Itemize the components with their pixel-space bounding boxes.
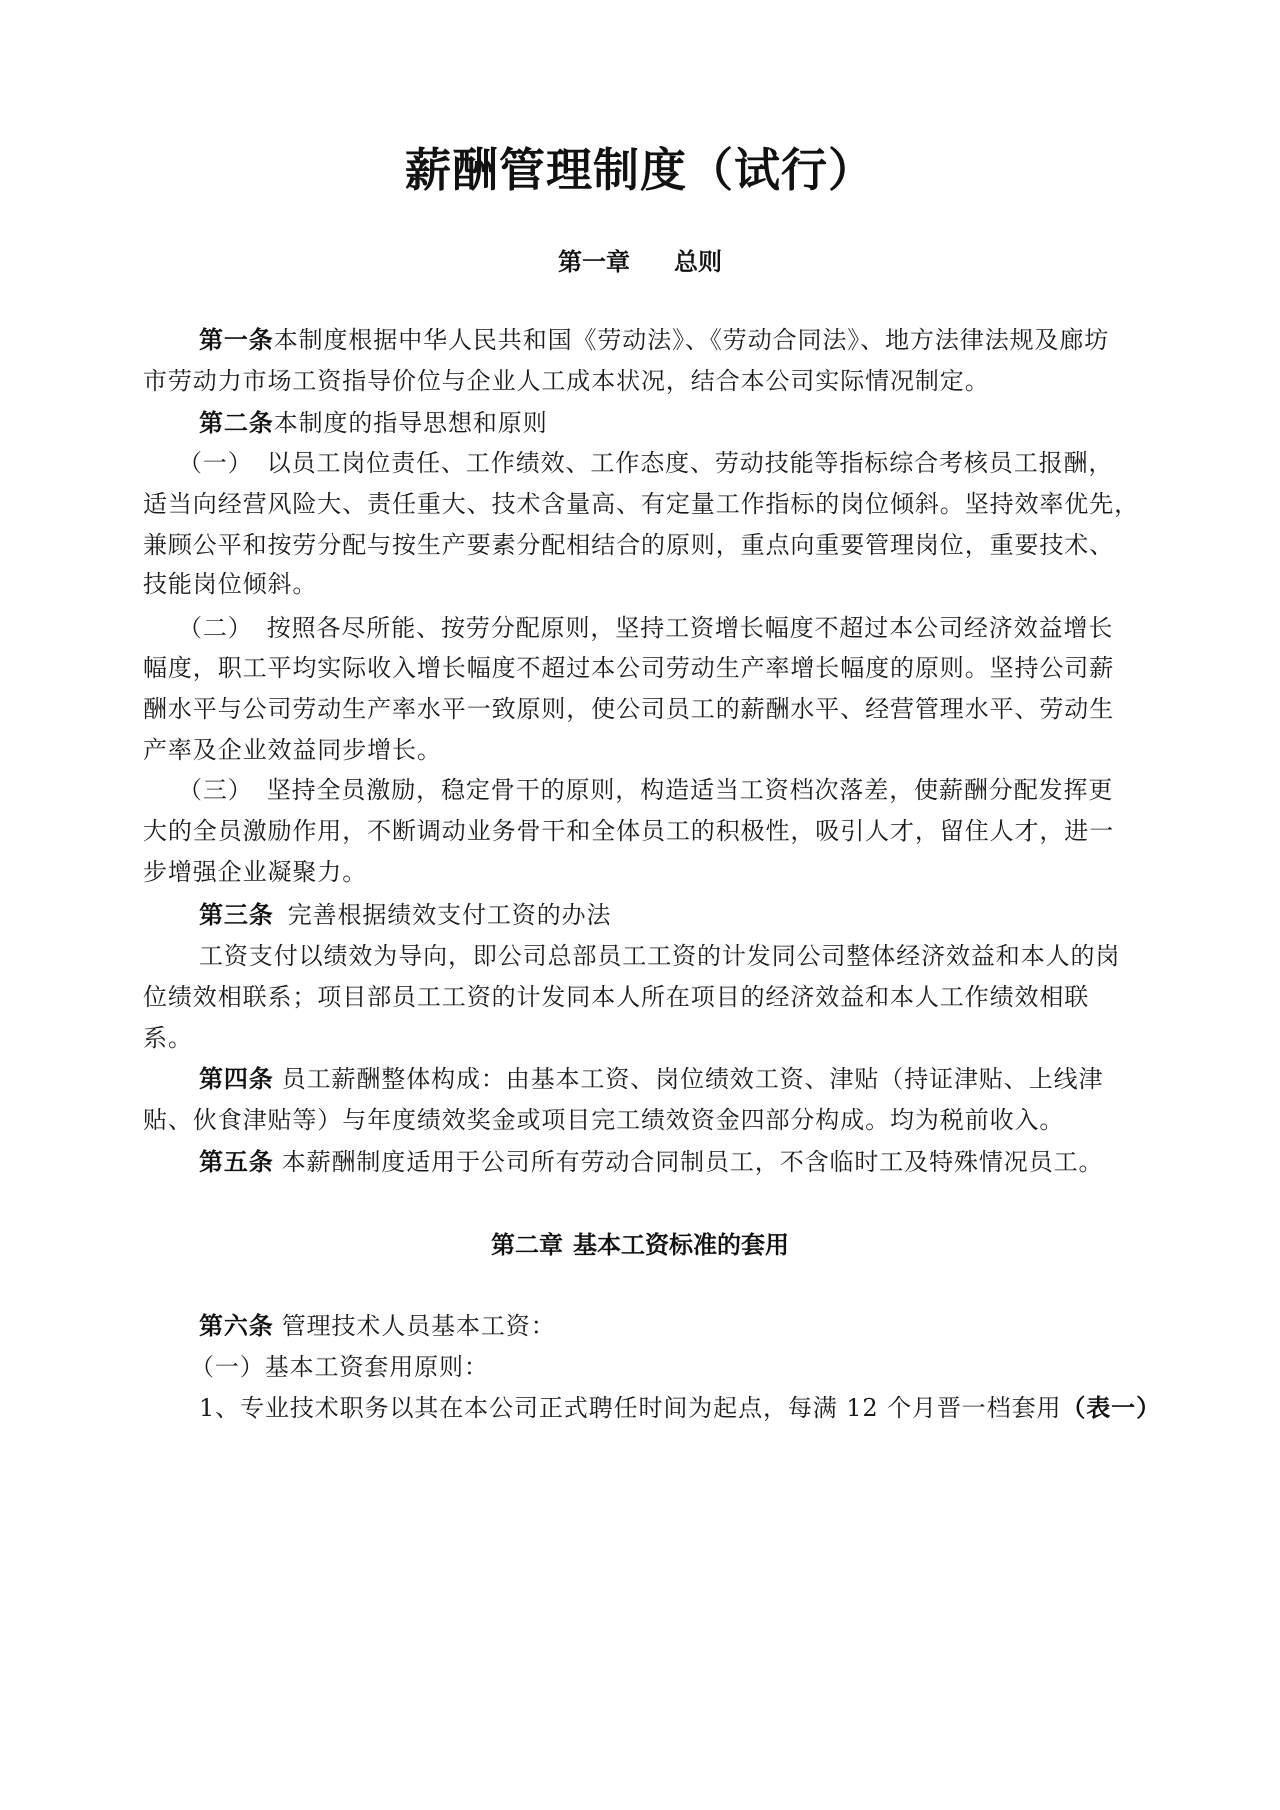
article-2-item-1-line-2: 适当向经营风险大、责任重大、技术含量高、有定量工作指标的岗位倾斜。坚持效率优先， <box>143 490 1139 518</box>
article-6-sub-1: （一）基本工资套用原则： <box>190 1353 489 1381</box>
article-3-line-3: 系。 <box>143 1024 193 1052</box>
article-2-item-1-line-4: 技能岗位倾斜。 <box>143 570 318 598</box>
article-4-label: 第四条 <box>199 1064 274 1093</box>
article-2-item-2-line-1: （二） 按照各尽所能、按劳分配原则，坚持工资增长幅度不超过本公司经济效益增长 <box>178 614 1114 642</box>
document-title: 薪酬管理制度（试行） <box>405 143 875 197</box>
chapter-1-heading <box>0 246 1280 278</box>
article-1-label: 第一条 <box>199 325 274 354</box>
article-2-item-3-line-3: 步增强企业凝聚力。 <box>143 858 368 886</box>
article-6-rule-1: 1、专业技术职务以其在本公司正式聘任时间为起点，每满 12 个月晋一档套用（表一） <box>199 1393 1161 1422</box>
chapter-1-name: 总则 <box>674 247 722 276</box>
chapter-2-name: 基本工资标准的套用 <box>573 1230 789 1259</box>
article-3-heading-text: 完善根据绩效支付工资的办法 <box>287 901 612 929</box>
chapter-2-heading <box>0 1229 1280 1261</box>
article-1-line-1 <box>199 324 1153 356</box>
article-6-heading <box>199 1310 1153 1342</box>
article-3-line-1: 工资支付以绩效为导向，即公司总部员工工资的计发同公司整体经济效益和本人的岗 <box>199 942 1121 970</box>
article-6-heading-text: 管理技术人员基本工资： <box>281 1312 556 1340</box>
article-2-item-1-line-3: 兼顾公平和按劳分配与按生产要素分配相结合的原则，重点向重要管理岗位，重要技术、 <box>143 531 1115 559</box>
article-2-item-3-line-1: （三） 坚持全员激励，稳定骨干的原则，构造适当工资档次落差，使薪酬分配发挥更 <box>178 776 1114 804</box>
article-2-label: 第二条 <box>199 408 274 437</box>
article-5-label: 第五条 <box>199 1147 274 1176</box>
item-3-marker: （三） <box>178 776 253 804</box>
article-3-label: 第三条 <box>199 900 274 929</box>
article-2-heading-text: 本制度的指导思想和原则 <box>273 409 548 437</box>
chapter-1-label: 第一章 <box>558 247 630 276</box>
article-4-line-1: 第四条 员工薪酬整体构成：由基本工资、岗位绩效工资、津贴（持证津贴、上线津 <box>199 1064 1104 1093</box>
item-1-marker: （一） <box>178 449 253 477</box>
article-5-line: 第五条 本薪酬制度适用于公司所有劳动合同制员工，不含临时工及特殊情况员工。 <box>199 1147 1104 1176</box>
article-2-item-2-line-2: 幅度，职工平均实际收入增长幅度不超过本公司劳动生产率增长幅度的原则。坚持公司薪 <box>143 654 1115 682</box>
sub-1-marker: （一） <box>190 1353 265 1381</box>
article-6-label: 第六条 <box>199 1311 274 1340</box>
item-2-marker: （二） <box>178 614 253 642</box>
chapter-2-label: 第二章 <box>491 1230 563 1259</box>
article-3-line-2: 位绩效相联系；项目部员工工资的计发同本人所在项目的经济效益和本人工作绩效相联 <box>143 983 1090 1011</box>
article-2-item-2-line-3: 酬水平与公司劳动生产率水平一致原则，使公司员工的薪酬水平、经营管理水平、劳动生 <box>143 695 1115 723</box>
article-2-item-1-line-1: （一） 以员工岗位责任、工作绩效、工作态度、劳动技能等指标综合考核员工报酬， <box>178 449 1114 477</box>
article-1-line-2: 市劳动力市场工资指导价位与企业人工成本状况，结合本公司实际情况制定。 <box>143 367 990 395</box>
article-2-heading <box>199 407 1153 439</box>
article-4-line-2: 贴、伙食津贴等）与年度绩效奖金或项目完工绩效资金四部分构成。均为税前收入。 <box>143 1106 1065 1134</box>
article-1-text: 本制度根据中华人民共和国《劳动法》、《劳动合同法》、地方法律法规及廊坊 <box>273 326 1110 354</box>
table-1-reference: （表一） <box>1061 1393 1161 1422</box>
article-2-item-3-line-2: 大的全员激励作用，不断调动业务骨干和全体员工的积极性，吸引人才，留住人才，进一 <box>143 817 1115 845</box>
article-2-item-2-line-4: 产率及企业效益同步增长。 <box>143 736 442 764</box>
article-3-heading <box>199 899 1153 931</box>
